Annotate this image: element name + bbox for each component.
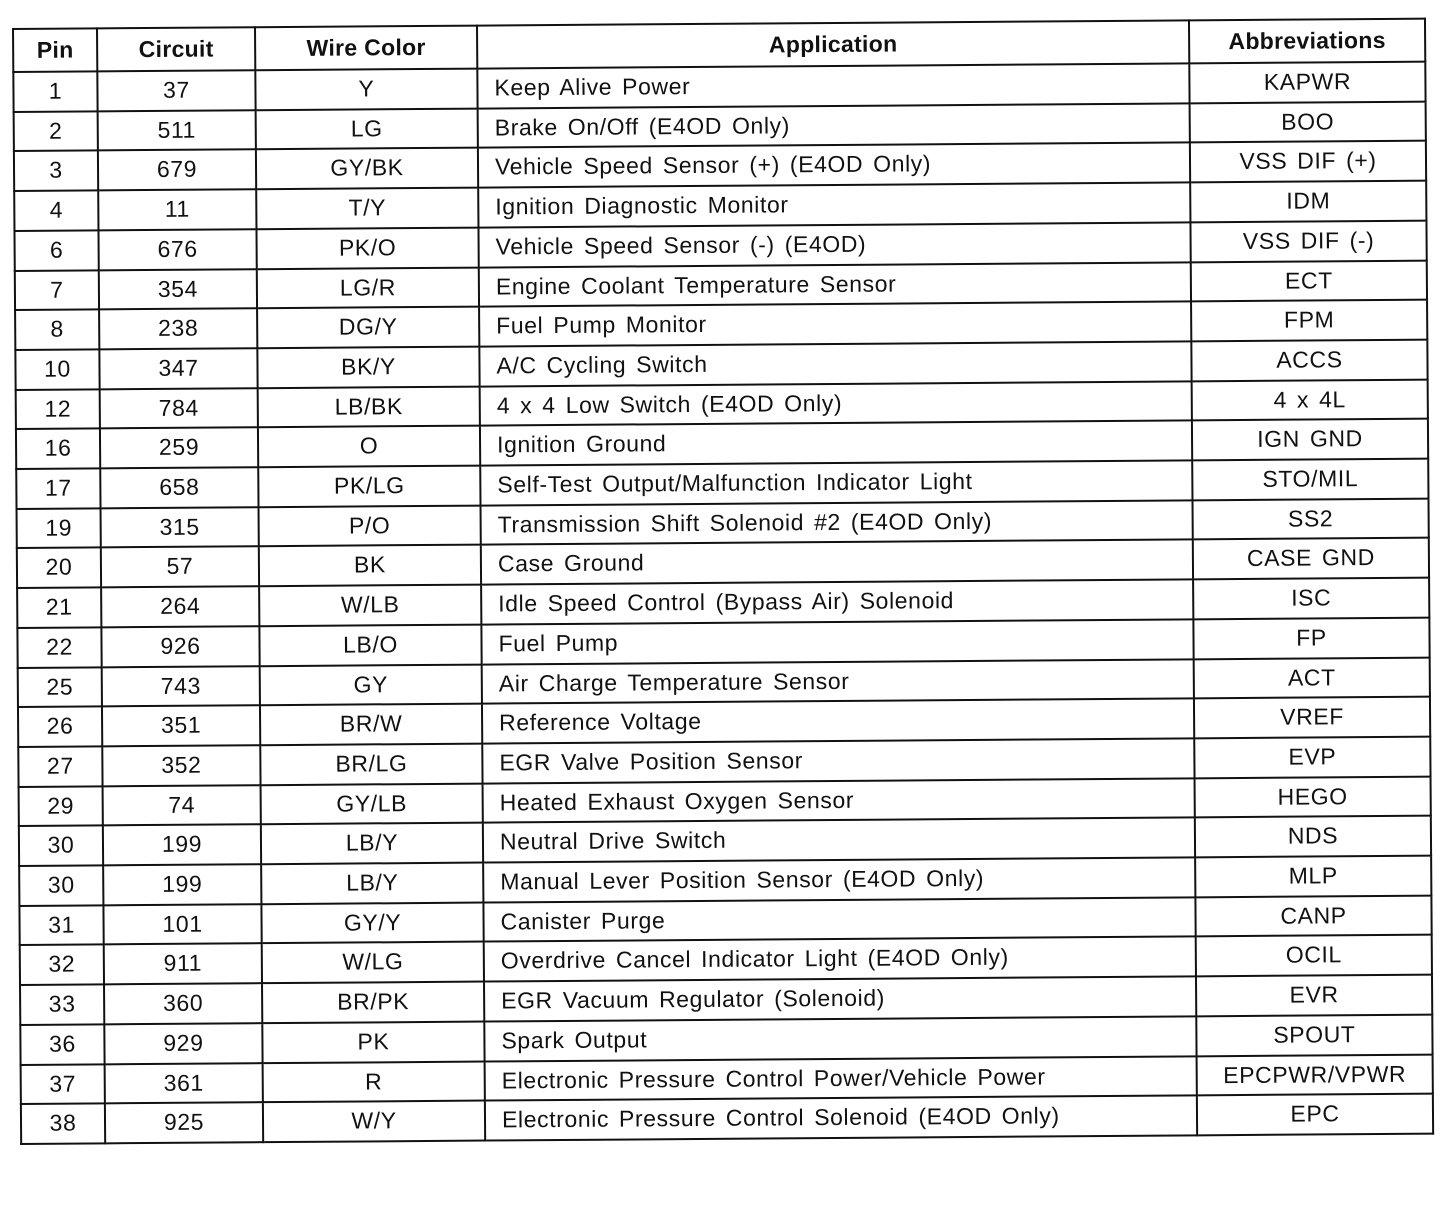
wire-color-cell: BR/LG — [260, 744, 482, 785]
circuit-cell: 199 — [103, 864, 261, 905]
application-cell: Case Ground — [481, 540, 1193, 585]
header-application: Application — [477, 20, 1189, 68]
circuit-cell: 511 — [98, 110, 256, 151]
pin-cell: 29 — [19, 786, 103, 826]
pin-cell: 19 — [17, 508, 101, 548]
abbreviation-cell: BOO — [1190, 101, 1426, 142]
abbreviation-cell: OCIL — [1196, 935, 1432, 976]
pin-cell: 6 — [14, 230, 98, 270]
pin-cell: 27 — [18, 746, 102, 786]
wire-color-cell: DG/Y — [257, 307, 479, 348]
abbreviation-cell: EPC — [1197, 1094, 1433, 1135]
abbreviation-cell: ECT — [1191, 260, 1427, 301]
wire-color-cell: GY/Y — [261, 902, 483, 943]
abbreviation-cell: EVP — [1194, 737, 1430, 778]
application-cell: Self-Test Output/Malfunction Indicator Light — [480, 460, 1192, 505]
wire-color-cell: BK — [259, 545, 481, 586]
pin-cell: 32 — [20, 945, 104, 985]
application-cell: EGR Vacuum Regulator (Solenoid) — [484, 977, 1196, 1022]
circuit-cell: 676 — [98, 229, 256, 270]
application-cell: Manual Lever Position Sensor (E4OD Only) — [483, 857, 1195, 902]
circuit-cell: 929 — [104, 1023, 262, 1064]
wire-color-cell: T/Y — [256, 188, 478, 229]
wire-color-cell: O — [258, 426, 480, 467]
pin-cell: 4 — [14, 190, 98, 230]
circuit-cell: 352 — [102, 745, 260, 786]
abbreviation-cell: FP — [1193, 617, 1429, 658]
application-cell: Transmission Shift Solenoid #2 (E4OD Only) — [481, 500, 1193, 545]
wire-color-cell: Y — [255, 69, 477, 110]
abbreviation-cell: ISC — [1193, 578, 1429, 619]
application-cell: Spark Output — [484, 1016, 1196, 1061]
header-wire-color: Wire Color — [255, 26, 477, 71]
abbreviation-cell: MLP — [1195, 856, 1431, 897]
application-cell: Ignition Diagnostic Monitor — [478, 182, 1190, 227]
application-cell: Idle Speed Control (Bypass Air) Solenoid — [481, 579, 1193, 624]
abbreviation-cell: CANP — [1195, 895, 1431, 936]
circuit-cell: 925 — [105, 1102, 263, 1143]
application-cell: A/C Cycling Switch — [479, 341, 1191, 386]
pin-cell: 10 — [15, 349, 99, 389]
circuit-cell: 679 — [98, 150, 256, 191]
application-cell: Vehicle Speed Sensor (-) (E4OD) — [478, 222, 1190, 267]
abbreviation-cell: IDM — [1190, 181, 1426, 222]
wire-color-cell: LB/O — [259, 624, 481, 665]
circuit-cell: 11 — [98, 189, 256, 230]
abbreviation-cell: HEGO — [1195, 776, 1431, 817]
abbreviation-cell: VREF — [1194, 697, 1430, 738]
application-cell: 4 x 4 Low Switch (E4OD Only) — [480, 381, 1192, 426]
abbreviation-cell: SPOUT — [1196, 1014, 1432, 1055]
application-cell: Fuel Pump Monitor — [479, 302, 1191, 347]
pin-cell: 21 — [17, 588, 101, 628]
circuit-cell: 354 — [99, 269, 257, 310]
wire-color-cell: BR/W — [260, 704, 482, 745]
circuit-cell: 360 — [104, 983, 262, 1024]
application-cell: Canister Purge — [483, 897, 1195, 942]
circuit-cell: 361 — [105, 1063, 263, 1104]
wire-color-cell: W/Y — [263, 1101, 485, 1142]
application-cell: Keep Alive Power — [477, 63, 1189, 108]
application-cell: Overdrive Cancel Indicator Light (E4OD Only) — [484, 937, 1196, 982]
pin-cell: 2 — [14, 111, 98, 151]
pin-cell: 17 — [16, 468, 100, 508]
abbreviation-cell: STO/MIL — [1192, 459, 1428, 500]
wire-color-cell: W/LG — [262, 942, 484, 983]
pin-cell: 16 — [16, 429, 100, 469]
pin-cell: 30 — [19, 865, 103, 905]
header-pin: Pin — [13, 28, 97, 72]
abbreviation-cell: VSS DIF (+) — [1190, 141, 1426, 182]
wire-color-cell: BK/Y — [257, 347, 479, 388]
application-cell: Neutral Drive Switch — [483, 818, 1195, 863]
wire-color-cell: PK/LG — [258, 466, 480, 507]
circuit-cell: 101 — [103, 904, 261, 945]
header-abbreviations: Abbreviations — [1189, 19, 1425, 64]
circuit-cell: 199 — [103, 825, 261, 866]
pin-cell: 26 — [18, 707, 102, 747]
pin-cell: 36 — [20, 1024, 104, 1064]
pin-table — [12, 18, 1434, 1145]
circuit-cell: 264 — [101, 586, 259, 627]
circuit-cell: 74 — [103, 785, 261, 826]
application-cell: Reference Voltage — [482, 699, 1194, 744]
wire-color-cell: GY/LB — [261, 783, 483, 824]
application-cell: Engine Coolant Temperature Sensor — [479, 262, 1191, 307]
abbreviation-cell: ACT — [1194, 657, 1430, 698]
abbreviation-cell: SS2 — [1192, 498, 1428, 539]
application-cell: Air Charge Temperature Sensor — [482, 659, 1194, 704]
circuit-cell: 743 — [102, 666, 260, 707]
application-cell: Electronic Pressure Control Power/Vehicle Power — [485, 1056, 1197, 1101]
circuit-cell: 37 — [97, 70, 255, 111]
wire-color-cell: LB/Y — [261, 823, 483, 864]
pin-cell: 3 — [14, 151, 98, 191]
pin-cell: 12 — [16, 389, 100, 429]
abbreviation-cell: ACCS — [1191, 340, 1427, 381]
wire-color-cell: R — [263, 1061, 485, 1102]
application-cell: Ignition Ground — [480, 421, 1192, 466]
pin-cell: 25 — [18, 667, 102, 707]
pin-cell: 31 — [19, 905, 103, 945]
wire-color-cell: W/LB — [259, 585, 481, 626]
application-cell: Electronic Pressure Control Solenoid (E4OD Only) — [485, 1096, 1197, 1141]
pin-cell: 1 — [13, 71, 97, 111]
wire-color-cell: PK — [262, 1021, 484, 1062]
circuit-cell: 238 — [99, 308, 257, 349]
pin-cell: 37 — [21, 1064, 105, 1104]
circuit-cell: 347 — [99, 348, 257, 389]
application-cell: Vehicle Speed Sensor (+) (E4OD Only) — [478, 143, 1190, 188]
wire-color-cell: BR/PK — [262, 982, 484, 1023]
wire-color-cell: GY/BK — [256, 148, 478, 189]
wire-color-cell: LB/BK — [258, 386, 480, 427]
pin-cell: 8 — [15, 310, 99, 350]
wire-color-cell: P/O — [259, 505, 481, 546]
pin-cell: 7 — [15, 270, 99, 310]
wire-color-cell: LB/Y — [261, 863, 483, 904]
circuit-cell: 911 — [104, 944, 262, 985]
abbreviation-cell: FPM — [1191, 300, 1427, 341]
application-cell: EGR Valve Position Sensor — [482, 738, 1194, 783]
circuit-cell: 259 — [100, 428, 258, 469]
abbreviation-cell: VSS DIF (-) — [1190, 220, 1426, 261]
pin-cell: 22 — [17, 627, 101, 667]
pin-cell: 30 — [19, 826, 103, 866]
abbreviation-cell: NDS — [1195, 816, 1431, 857]
circuit-cell: 315 — [101, 507, 259, 548]
abbreviation-cell: KAPWR — [1189, 62, 1425, 103]
pin-cell: 38 — [21, 1104, 105, 1144]
header-circuit: Circuit — [97, 27, 255, 71]
abbreviation-cell: IGN GND — [1192, 419, 1428, 460]
application-cell: Fuel Pump — [481, 619, 1193, 664]
table-body — [13, 62, 1433, 1144]
pin-cell: 33 — [20, 985, 104, 1025]
wire-color-cell: LG/R — [257, 267, 479, 308]
wire-color-cell: GY — [260, 664, 482, 705]
circuit-cell: 926 — [101, 626, 259, 667]
circuit-cell: 784 — [100, 388, 258, 429]
abbreviation-cell: CASE GND — [1193, 538, 1429, 579]
wire-color-cell: LG — [256, 108, 478, 149]
application-cell: Brake On/Off (E4OD Only) — [478, 103, 1190, 148]
wire-color-cell: PK/O — [256, 227, 478, 268]
abbreviation-cell: 4 x 4L — [1192, 379, 1428, 420]
circuit-cell: 351 — [102, 705, 260, 746]
abbreviation-cell: EVR — [1196, 975, 1432, 1016]
pin-cell: 20 — [17, 548, 101, 588]
circuit-cell: 658 — [100, 467, 258, 508]
abbreviation-cell: EPCPWR/VPWR — [1197, 1054, 1433, 1095]
application-cell: Heated Exhaust Oxygen Sensor — [483, 778, 1195, 823]
circuit-cell: 57 — [101, 547, 259, 588]
